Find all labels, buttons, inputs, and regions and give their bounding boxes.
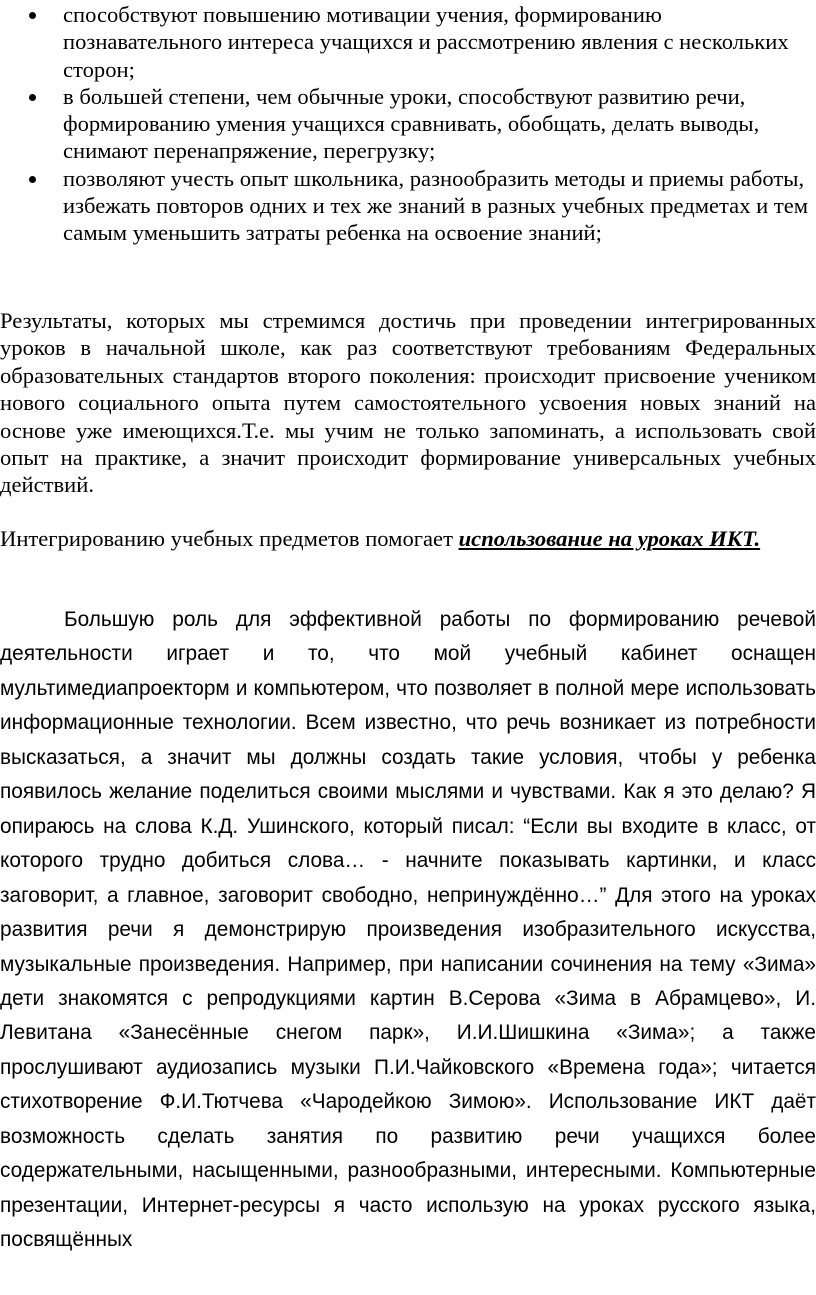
bullet-icon <box>29 12 36 19</box>
list-item-text: позволяют учесть опыт школьника, разнообразить методы и приемы работы, избежать повторов одних и тех же знаний в разных учебных предметах и тем самым уменьшить затраты ребенка на освоение знаний; <box>63 165 809 246</box>
list-item-text: в большей степени, чем обычные уроки, способствуют развитию речи, формированию умения учащихся сравнивать, обобщать, делать выводы, снимают перенапряжение, перегрузку; <box>63 83 760 164</box>
list-item <box>0 165 816 247</box>
list-item-text: способствуют повышению мотивации учения, формированию познавательного интереса учащихся и рассмотрению явления с нескольких сторон; <box>63 2 789 82</box>
main-paragraph: Большую роль для эффективной работы по формированию речевой деятельности играет и то, что мой учебный кабинет оснащен мультимедиапроекторм и компьютером, что позволяет в полной мере использовать информационные технологии. Всем известно, что речь возникает из потребности высказаться, а значит мы должны создать такие условия, чтобы у ребенка появилось желание поделиться своими мыслями и чувствами. Как я это делаю? Я опираюсь на слова К.Д. Ушинского, который писал: “Если вы входите в класс, от которого трудно добиться слова… - начните показывать картинки, и класс заговорит, а главное, заговорит свободно, непринуждённо…” Для этого на уроках развития речи я демонстрирую произведения изобразительного искусства, музыкальные произведения. Например, при написании сочинения на тему «Зима» дети знакомятся с репродукциями картин В.Серова «Зима в Абрамцево», И. Левитана «Занесённые снегом парк», И.И.Шишкина «Зима»; а также прослушивают аудиозапись музыки П.И.Чайковского «Времена года»; читается стихотворение Ф.И.Тютчева «Чародейкою Зимою». Использование ИКТ даёт возможность сделать занятия по развитию речи учащихся более содержательными, насыщенными, разнообразными, интересными. Компьютерные презентации, Интернет-ресурсы я часто использую на уроках русского языка, посвящённых <box>0 608 816 1252</box>
list-item <box>0 83 816 165</box>
bullet-icon <box>29 94 36 101</box>
bullet-icon <box>29 176 36 183</box>
results-paragraph: Результаты, которых мы стремимся достичь при проведении интегрированных уроков в начальной школе, как раз соответствуют требованиям Федеральных образовательных стандартов второго поколения: происходит присвоение учеником нового социального опыта путем самостоятельного усвоения новых знаний на основе уже имеющихся.Т.е. мы учим не только запоминать, а использовать свой опыт на практике, а значит происходит формирование универсальных учебных действий. <box>0 308 816 498</box>
ikt-emphasis-text: использование на уроках ИКТ. <box>458 526 761 551</box>
list-item <box>0 1 816 83</box>
bullet-list <box>0 1 816 247</box>
ikt-lead-text: Интегрированию учебных предметов помогает <box>0 526 459 551</box>
ikt-paragraph <box>0 525 816 552</box>
